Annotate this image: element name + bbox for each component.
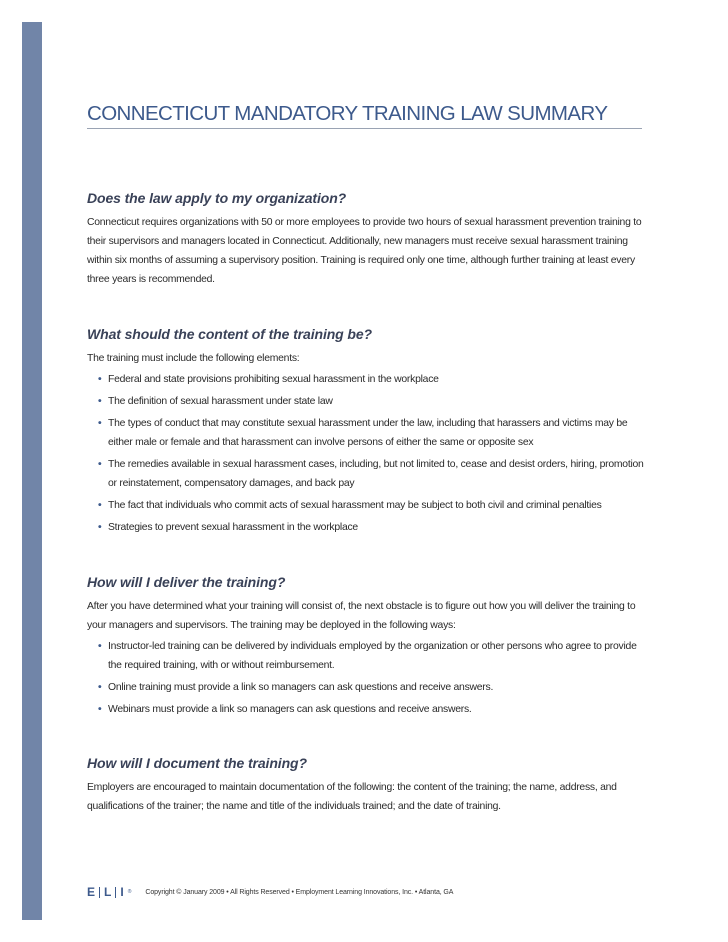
list-item <box>98 414 647 452</box>
sidebar-accent-bar <box>22 22 42 920</box>
section-heading: How will I deliver the training? <box>87 574 286 590</box>
registered-mark: ® <box>127 889 132 895</box>
section-paragraph: Employers are encouraged to maintain documentation of the following: the content of the training; the name, address, and qualifications of the trainer; the name and title of the individuals trained; and the date of training. <box>87 782 617 812</box>
bullet-icon: • <box>98 641 102 652</box>
list-item <box>98 455 647 493</box>
page-footer <box>87 884 647 900</box>
bullet-list <box>87 370 647 537</box>
bullet-icon: • <box>98 522 102 533</box>
list-item <box>98 678 647 697</box>
list-item <box>98 700 647 719</box>
bullet-icon: • <box>98 500 102 511</box>
section-delivery <box>87 574 647 722</box>
section-paragraph: Connecticut requires organizations with 50 or more employees to provide two hours of sexual harassment prevention training to their supervisors and managers located in Connecticut. Additionally, new managers must receive sexual harassment training within six months of assuming a supervisory position. Training is required only one time, although further training at least every three years is recommended. <box>87 217 642 285</box>
list-item <box>98 392 647 411</box>
bullet-icon: • <box>98 459 102 470</box>
section-paragraph: After you have determined what your training will consist of, the next obstacle is to figure out how you will deliver the training to your managers and supervisors. The training may be deployed in the following ways: <box>87 601 636 631</box>
section-heading: How will I document the training? <box>87 755 307 771</box>
logo-separator <box>99 887 100 898</box>
logo-letter: L <box>104 885 112 899</box>
logo-separator <box>115 887 116 898</box>
list-item <box>98 496 647 515</box>
footer-copyright: Copyright © January 2009 • All Rights Reserved • Employment Learning Innovations, Inc. • Atlanta, GA <box>145 888 454 896</box>
list-item-text: The types of conduct that may constitute sexual harassment under the law, including that harassers and victims may be either male or female and that harassment can involve persons of either the same or opposite sex <box>108 418 628 448</box>
list-item-text: Instructor-led training can be delivered by individuals employed by the organization or other persons who agree to provide the required training, with or without reimbursement. <box>108 641 637 671</box>
bullet-icon: • <box>98 418 102 429</box>
list-item-text: The definition of sexual harassment under state law <box>108 396 333 407</box>
bullet-icon: • <box>98 682 102 693</box>
list-item <box>98 637 647 675</box>
section-heading: Does the law apply to my organization? <box>87 190 347 206</box>
list-item-text: Strategies to prevent sexual harassment in the workplace <box>108 522 358 533</box>
bullet-list <box>87 637 647 719</box>
list-item-text: Online training must provide a link so managers can ask questions and receive answers. <box>108 682 494 693</box>
section-content <box>87 326 647 540</box>
logo-letter: E <box>87 885 96 899</box>
bullet-icon: • <box>98 374 102 385</box>
list-item-text: Federal and state provisions prohibiting sexual harassment in the workplace <box>108 374 439 385</box>
section-paragraph: The training must include the following elements: <box>87 353 300 364</box>
bullet-icon: • <box>98 704 102 715</box>
section-heading: What should the content of the training be? <box>87 326 373 342</box>
list-item-text: The fact that individuals who commit acts of sexual harassment may be subject to both civil and criminal penalties <box>108 500 602 511</box>
list-item-text: The remedies available in sexual harassment cases, including, but not limited to, cease and desist orders, hiring, promotion or reinstatement, compensatory damages, and back pay <box>108 459 644 489</box>
title-divider <box>87 128 642 129</box>
list-item-text: Webinars must provide a link so managers can ask questions and receive answers. <box>108 704 472 715</box>
logo-letter: I <box>120 885 124 899</box>
bullet-icon: • <box>98 396 102 407</box>
list-item <box>98 370 647 389</box>
eli-logo <box>87 885 131 899</box>
page-title: CONNECTICUT MANDATORY TRAINING LAW SUMMARY <box>87 102 608 125</box>
section-documentation <box>87 755 647 816</box>
list-item <box>98 518 647 537</box>
section-applicability <box>87 190 647 289</box>
